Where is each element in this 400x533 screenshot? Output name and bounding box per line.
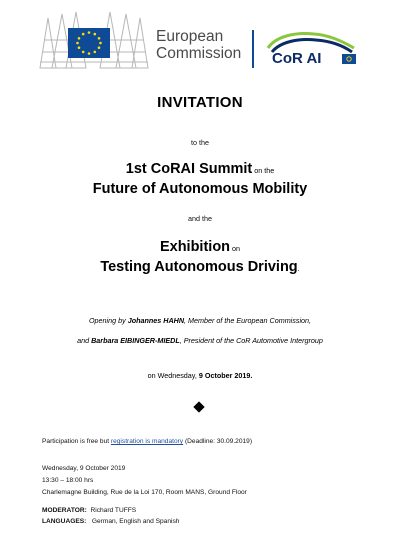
opening-role1: , Member of the European Commission, (184, 316, 312, 325)
opening-line2 (0, 336, 400, 345)
exhibition-period: . (297, 264, 300, 273)
diamond-bullet-icon (193, 401, 204, 412)
exhibition-main: Exhibition (159, 239, 231, 255)
summit-heading (0, 160, 400, 199)
summit-line2: Future of Autonomous Mobility (92, 181, 308, 197)
opening-line1 (0, 316, 400, 325)
languages-label: LANGUAGES: (42, 518, 87, 525)
date-prefix: on Wednesday, (147, 371, 199, 380)
exhibition-line2-text: Testing Autonomous Driving (100, 259, 298, 275)
opening-prefix: Opening by (88, 316, 128, 325)
ec-wordmark-line2: Commission (156, 45, 242, 62)
summit-main: 1st CoRAI Summit (125, 161, 253, 177)
summit-small: on the (252, 166, 275, 175)
opening-role2: , President of the CoR Automotive Intergroup (179, 336, 323, 345)
summit-line1 (0, 160, 400, 180)
date-line (0, 371, 400, 380)
opening-name2: Barbara EIBINGER-MIEDL (91, 336, 180, 345)
opening-name1: Johannes HAHN (127, 316, 185, 325)
ec-wordmark-line1: European (156, 28, 224, 45)
header-divider (252, 30, 254, 68)
opening-and: and (77, 336, 92, 345)
and-the-text: and the (188, 214, 212, 223)
languages-value: German, English and Spanish (91, 518, 180, 525)
participation-prefix: Participation is free but (42, 438, 111, 445)
moderator-value: Richard TUFFS (90, 507, 137, 514)
exhibition-small: on (230, 244, 241, 253)
ec-wordmark (156, 28, 241, 62)
invitation-title: INVITATION (157, 94, 243, 111)
moderator-line (42, 507, 136, 514)
european-commission-logo (38, 10, 150, 72)
exhibition-line1 (0, 238, 400, 258)
deadline-text: (Deadline: 30.09.2019) (183, 438, 253, 445)
moderator-label: MODERATOR: (42, 507, 87, 514)
event-time: 13:30 – 18:00 hrs (42, 477, 94, 484)
participation-line (42, 438, 252, 445)
corai-wordmark: CoR AI (272, 50, 322, 67)
exhibition-line2 (0, 258, 400, 278)
eu-flag-icon (68, 28, 110, 58)
exhibition-heading (0, 238, 400, 278)
date-bold: 9 October 2019. (198, 371, 253, 380)
event-date: Wednesday, 9 October 2019 (42, 465, 126, 472)
registration-link[interactable]: registration is mandatory (110, 438, 184, 445)
to-the-text: to the (191, 138, 209, 147)
languages-line (42, 518, 179, 525)
header (0, 0, 400, 80)
event-location: Charlemagne Building, Rue de la Loi 170, Room MANS, Ground Floor (42, 489, 247, 496)
